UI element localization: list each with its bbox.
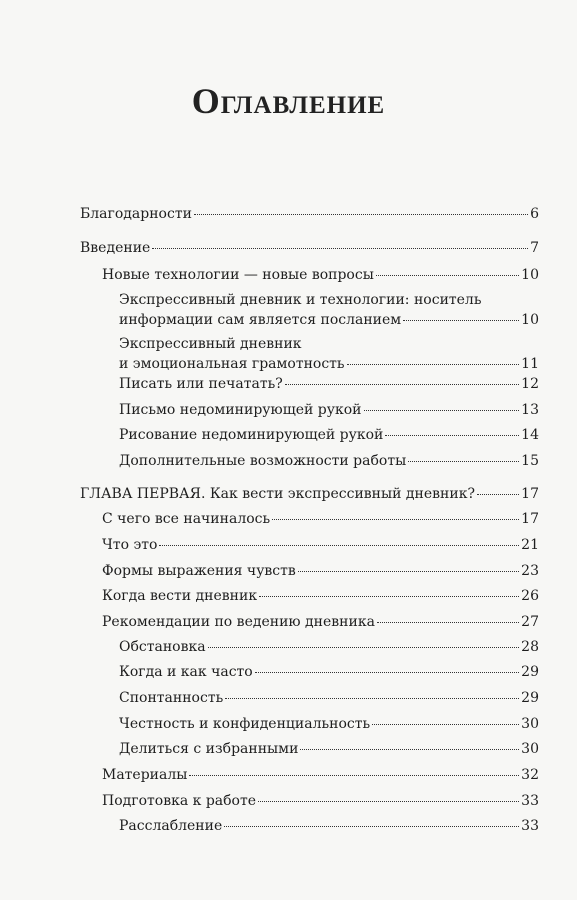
toc-entry-what-it-is[interactable] [102,535,539,555]
toc-page-number: 6 [530,206,539,222]
leader-dots [477,494,519,495]
toc-entry-nondominant-drawing[interactable] [119,425,539,445]
toc-page-number: 10 [521,312,539,328]
leader-dots [285,384,519,385]
toc-entry-title: Когда и как часто [119,664,253,680]
toc-page-number: 33 [521,793,539,809]
toc-page-number: 10 [521,267,539,283]
leader-dots [272,519,519,520]
leader-dots [298,571,519,572]
toc-entry-title: Введение [80,240,151,256]
leader-dots [225,698,519,699]
leader-dots [189,775,519,776]
toc-entry-title: Письмо недоминирующей рукой [119,402,362,418]
toc-entry-title: и эмоциональная грамотность [119,356,345,372]
toc-entry-introduction[interactable] [80,238,539,258]
toc-entry-title: ГЛАВА ПЕРВАЯ. Как вести экспрессивный дневник? [80,486,475,502]
toc-entry-nondominant-writing[interactable] [119,400,539,420]
leader-dots [347,364,520,365]
leader-dots [377,622,519,623]
toc-page-number: 17 [521,486,539,502]
toc-page-number: 12 [521,376,539,392]
leader-dots [259,596,519,597]
toc-entry-forms-of-expression[interactable] [102,561,539,581]
toc-entry-write-or-type[interactable] [119,374,539,394]
toc-entry-title: Когда вести дневник [102,588,258,604]
toc-entry-preparation[interactable] [102,791,539,811]
toc-entry-title: Делиться с избранными [119,741,299,757]
toc-entry-recommendations[interactable] [102,612,539,632]
toc-entry-spontaneity[interactable] [119,688,539,708]
toc-entry-title: Благодарности [80,206,192,222]
leader-dots [300,749,519,750]
toc-entry-sharing[interactable] [119,739,539,759]
toc-page-number: 29 [521,664,539,680]
toc-entry-when-how-often[interactable] [119,662,539,682]
toc-entry-acknowledgements[interactable] [80,204,539,224]
toc-entry-title: информации сам является посланием [119,312,402,328]
leader-dots [372,724,519,725]
toc-entry-honesty-confidentiality[interactable] [119,714,539,734]
toc-page-number: 23 [521,563,539,579]
toc-entry-title-line1: Экспрессивный дневник и технологии: носитель [119,292,482,308]
toc-page-number: 14 [521,427,539,443]
toc-page-number: 27 [521,614,539,630]
toc-entry-emotional-literacy[interactable] [119,334,539,374]
toc-entry-new-technologies[interactable] [102,265,539,285]
leader-dots [224,826,519,827]
toc-entry-title: Что это [102,537,158,553]
toc-page-number: 32 [521,767,539,783]
toc-page-number: 17 [521,511,539,527]
toc-entry-setting[interactable] [119,637,539,657]
toc-page-number: 29 [521,690,539,706]
toc-page-number: 33 [521,818,539,834]
leader-dots [408,461,519,462]
toc-entry-title: Рекомендации по ведению дневника [102,614,375,630]
toc-page-number: 30 [521,741,539,757]
toc-page-number: 7 [530,240,539,256]
toc-entry-title: Формы выражения чувств [102,563,296,579]
toc-page-number: 30 [521,716,539,732]
leader-dots [152,248,528,249]
toc-entry-title: Новые технологии — новые вопросы [102,267,374,283]
toc-page-number: 11 [521,356,539,372]
toc-page-number: 21 [521,537,539,553]
toc-entry-title: Расслабление [119,818,223,834]
toc-entry-title: Дополнительные возможности работы [119,453,407,469]
toc-entry-title: Спонтанность [119,690,224,706]
toc-page-number: 28 [521,639,539,655]
leader-dots [258,801,519,802]
toc-entry-title: Честность и конфиденциальность [119,716,371,732]
toc-page-number: 15 [521,453,539,469]
toc-entry-title: Рисование недоминирующей рукой [119,427,384,443]
leader-dots [364,410,520,411]
leader-dots [255,672,519,673]
toc-entry-how-it-began[interactable] [102,509,539,529]
toc-page-number: 26 [521,588,539,604]
toc-page-number: 13 [521,402,539,418]
toc-entry-additional-options[interactable] [119,451,539,471]
toc-entry-journal-and-technologies[interactable] [119,290,539,330]
toc-entry-title: Материалы [102,767,188,783]
toc-entry-chapter-one[interactable] [80,484,539,504]
leader-dots [208,647,520,648]
toc-entry-title-line1: Экспрессивный дневник [119,336,302,352]
leader-dots [376,275,519,276]
leader-dots [159,545,519,546]
toc-entry-title: Писать или печатать? [119,376,283,392]
toc-entry-relaxation[interactable] [119,816,539,836]
toc-entry-materials[interactable] [102,765,539,785]
toc-entry-title: Подготовка к работе [102,793,257,809]
leader-dots [403,320,519,321]
page-title: Оглавление [191,81,386,121]
leader-dots [385,435,519,436]
leader-dots [194,214,528,215]
toc-entry-when-to-journal[interactable] [102,586,539,606]
toc-entry-title: С чего все начиналось [102,511,271,527]
toc-entry-title: Обстановка [119,639,206,655]
